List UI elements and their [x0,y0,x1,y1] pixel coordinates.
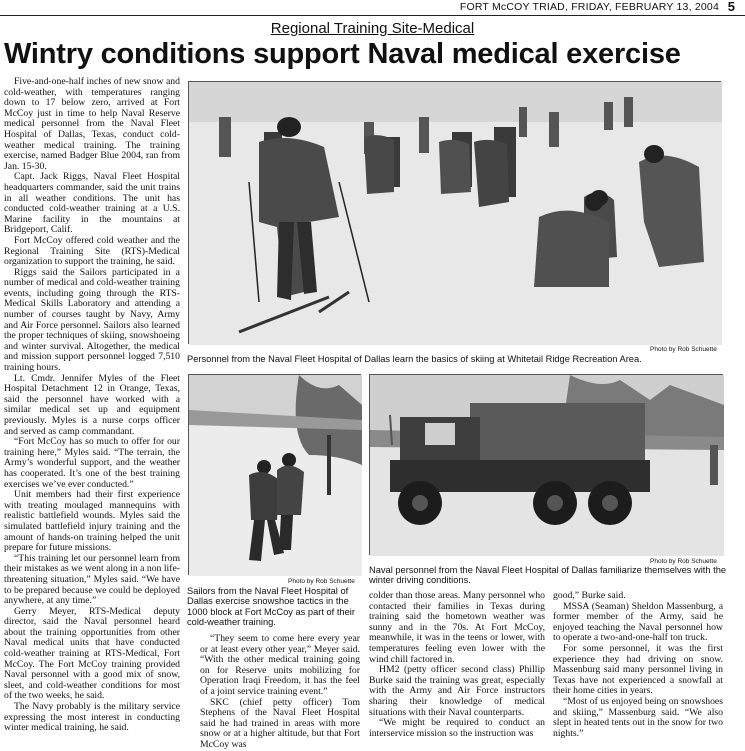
truck-scene [370,375,724,556]
photo-credit-skiing: Photo by Rob Schuette [650,346,717,353]
caption-truck: Naval personnel from the Naval Fleet Hospital of Dallas familiarize themselves with the winter driving conditions. [369,565,727,586]
paragraph: HM2 (petty officer second class) Phillip Burke said the training was great, especially with the Army and Air Force instructors sharing their knowledge of medical situations with their Naval counterparts. [369,664,545,718]
paragraph: Gerry Meyer, RTS-Medical deputy director, said the Naval personnel heard about the training opportunities from other Naval medical units that have conducted cold-weather training at RTS-Medical, Fort McCoy. The Fort McCoy training provided Naval personnel with a good mix of snow, sleet, and cold-weather conditions for most of the two weeks, he said. [4,605,180,702]
snowshoe-scene [189,375,362,576]
article-column-3 [369,591,545,741]
section-label-text: Regional Training Site-Medical [270,20,475,37]
headline: Wintry conditions support Naval medical exercise [4,38,681,70]
caption-skiing: Personnel from the Naval Fleet Hospital of Dallas learn the basics of skiing at Whitetail Ridge Recreation Area. [187,354,642,364]
article-column-4 [553,591,723,741]
paragraph: Riggs said the Sailors participated in a number of medical and cold-weather training events, including going through the RTS-Medical Skills Laboratory and attending a number of courses taught by Navy, Army and Air Force personnel. Sailors also learned the proper techniques of skiing, snowshoeing and winter survival. Altogether, the medical and mission support personnel logged 7,510 training hours. [4,266,180,374]
photo-truck [369,374,723,555]
photo-skiing [188,81,721,344]
section-label [0,20,745,37]
paragraph: Lt. Cmdr. Jennifer Myles of the Fleet Hospital Detachment 12 in Orange, Texas, said the personnel have worked with a similar medical set up and equipment previously. Myles is a nurse corps officer and served as camp commandant. [4,372,180,437]
paragraph: Five-and-one-half inches of new snow and cold-weather, with temperatures ranging down to 17 below zero, arrived at Fort McCoy just in time to help Naval Reserve medical personnel from the Naval Fleet Hospital of Dallas, Texas, conduct cold-weather medical training. The training exercise, named Badger Blue 2004, ran from Jan. 15-30. [4,76,180,172]
photo-credit-truck: Photo by Rob Schuette [650,558,717,565]
paragraph: “They seem to come here every year or at least every other year,” Meyer said. “With the other medical training going on for Reserve units mobilizing for Operation Iraqi Freedom, it has the feel of a joint service training event.” [200,633,360,697]
paragraph: MSSA (Seaman) Sheldon Massenburg, a former member of the Army, said he enjoyed teaching the Naval personnel how to operate a two-and-one-half ton truck. [553,600,723,644]
page-number: 5 [727,0,735,14]
running-head: FORT McCOY TRIAD, FRIDAY, FEBRUARY 13, 2004 [459,1,719,13]
paragraph: Unit members had their first experience with treating moulaged mannequins with realistic battlefield wounds. Myles said the simulated battlefield injury training and the amount of hands-on training helped the unit prepare for future missions. [4,489,180,554]
photo-snowshoe [188,374,361,575]
photo-credit-snowshoe: Photo by Rob Schuette [288,578,355,585]
paragraph: Fort McCoy offered cold weather and the Regional Training Site (RTS)-Medical organization to support the training, he said. [4,234,180,268]
paragraph: colder than those areas. Many personnel who contacted their families in Texas during training said the hometown weather was sunny and in the 70s. At Fort McCoy, meanwhile, it was in the teens or lower, with temperatures feeling even lower with the wind chill factored in. [369,590,545,665]
paragraph: “Most of us enjoyed being on snowshoes and skiing,” Massenburg said. “We also slept in heated tents out in the snow for two nights.” [553,695,723,739]
skiing-scene [189,82,722,345]
article-column-2 [200,633,360,750]
paragraph: The Navy probably is the military service expressing the most interest in conducting winter medical training, he said. [4,701,180,734]
paragraph: “We might be required to conduct an interservice mission so the instruction was [369,717,545,739]
paragraph: “This training let our personnel learn from their mistakes as we went along in a non life-threatening situation,” Myles said. “We have to be prepared because we could be deployed anywhere, at any time.” [4,552,180,607]
paragraph: For some personnel, it was the first experience they had driving on snow. Massenburg said many personnel living in Texas have not experienced a snowfall at their home cities in years. [553,642,723,697]
paragraph: good,” Burke said. [553,590,626,601]
article-column-1 [4,77,180,743]
paragraph: Capt. Jack Riggs, Naval Fleet Hospital headquarters commander, said the unit trains in all weather conditions. The unit has conducted cold-weather training at a U.S. Marine facility in the mountains at Bridgeport, Calif. [4,171,180,236]
paragraph: “Fort McCoy has so much to offer for our training here,” Myles said. “The terrain, the Army’s wonderful support, and the weather has cooperated. It’s one of the best training exercises we’ve ever conducted.” [4,436,180,490]
caption-snowshoe: Sailors from the Naval Fleet Hospital of Dallas exercise snowshoe tactics in the 1000 block at Fort McCoy as part of their cold-weather training. [187,586,355,628]
paragraph: SKC (chief petty officer) Tom Stephens of the Naval Fleet Hospital said he had trained in areas with more snow or at a higher altitude, but that Fort McCoy was [200,696,360,750]
